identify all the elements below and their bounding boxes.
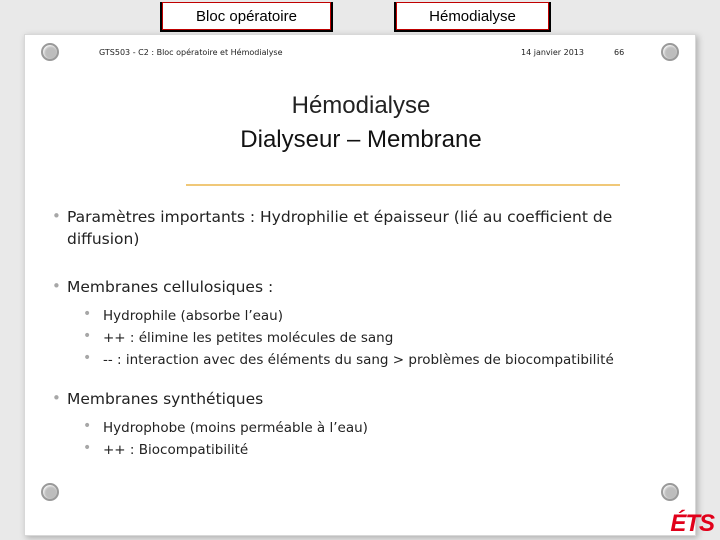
pushpin-icon bbox=[41, 483, 59, 501]
pushpin-icon bbox=[41, 43, 59, 61]
pushpin-icon bbox=[661, 43, 679, 61]
bullet-icon: • bbox=[83, 328, 92, 344]
sub-bullet-item bbox=[83, 328, 394, 348]
sub-bullet-item bbox=[83, 418, 368, 438]
title-divider bbox=[186, 184, 620, 186]
bullet-item bbox=[52, 276, 274, 298]
sub-bullet-text: ++ : Biocompatibilité bbox=[103, 442, 249, 458]
sub-bullet-item bbox=[83, 440, 249, 460]
sub-bullet-text: ++ : élimine les petites molécules de sang bbox=[103, 330, 394, 346]
bullet-icon: • bbox=[52, 277, 61, 295]
tab-bloc-operatoire[interactable]: Bloc opératoire bbox=[160, 2, 333, 32]
slide bbox=[24, 34, 696, 536]
bullet-icon: • bbox=[83, 350, 92, 366]
bullet-text: Membranes cellulosiques : bbox=[67, 278, 274, 296]
pushpin-icon bbox=[661, 483, 679, 501]
bullet-item bbox=[52, 388, 264, 410]
bullet-icon: • bbox=[83, 440, 92, 456]
ets-logo: ÉTS bbox=[670, 510, 714, 537]
slide-date: 14 janvier 2013 bbox=[521, 48, 584, 57]
sub-bullet-text: Hydrophile (absorbe l’eau) bbox=[103, 308, 284, 324]
tab-hemodialyse[interactable]: Hémodialyse bbox=[394, 2, 551, 32]
slide-subtitle: Dialyseur – Membrane bbox=[240, 126, 482, 153]
bullet-icon: • bbox=[83, 418, 92, 434]
sub-bullet-item bbox=[83, 350, 614, 370]
sub-bullet-text: Hydrophobe (moins perméable à l’eau) bbox=[103, 420, 368, 436]
sub-bullet-item bbox=[83, 306, 284, 326]
slide-course-header: GTS503 - C2 : Bloc opératoire et Hémodialyse bbox=[99, 48, 283, 57]
slide-title: Hémodialyse bbox=[291, 92, 431, 119]
slide-page-number: 66 bbox=[614, 48, 625, 57]
bullet-text: Paramètres importants : Hydrophilie et épaisseur (lié au coefficient de bbox=[67, 208, 613, 226]
bullet-text: Membranes synthétiques bbox=[67, 390, 264, 408]
sub-bullet-text: -- : interaction avec des éléments du sang > problèmes de biocompatibilité bbox=[103, 352, 614, 368]
bullet-icon: • bbox=[83, 306, 92, 322]
bullet-icon: • bbox=[52, 389, 61, 407]
bullet-text-continuation: diffusion) bbox=[67, 230, 140, 248]
bullet-item bbox=[52, 206, 613, 250]
bullet-icon: • bbox=[52, 207, 61, 225]
